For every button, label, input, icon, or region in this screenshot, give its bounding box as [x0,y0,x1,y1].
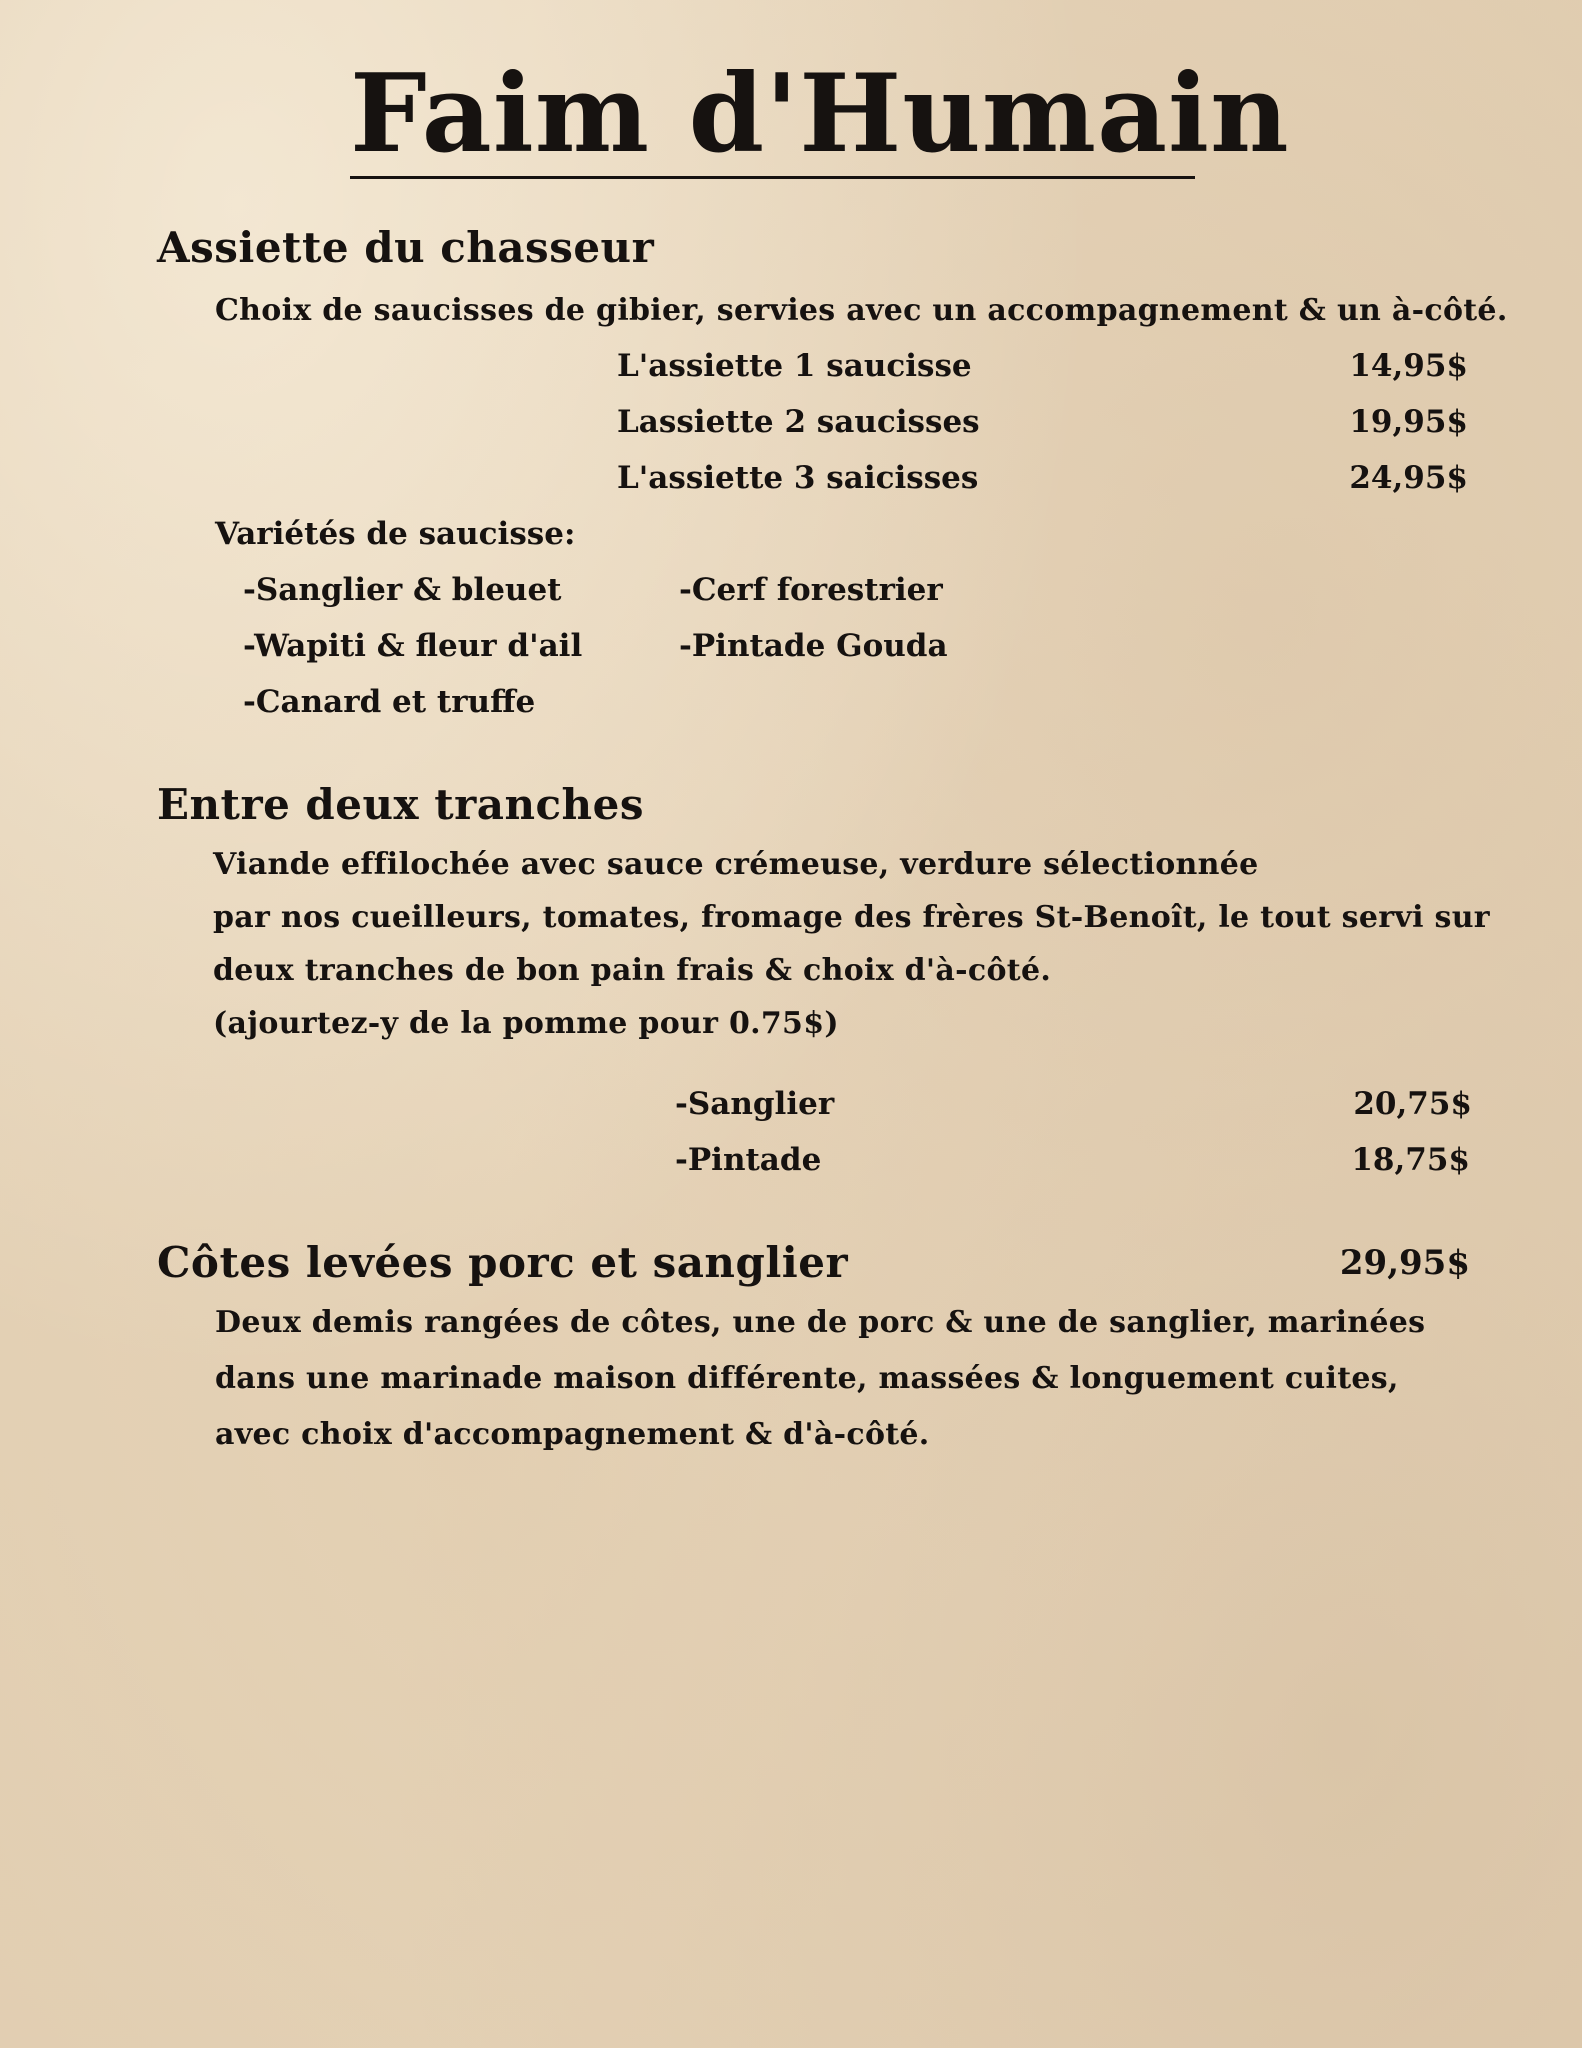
variety-item: -Canard et truffe [243,684,536,720]
menu-item-name: L'assiette 1 saucisse [617,348,972,384]
section-description-assiette: Choix de saucisses de gibier, servies avec un accompagnement & un à-côté. [215,293,1508,328]
section-description-line: Deux demis rangées de côtes, une de porc & une de sanglier, marinées [215,1305,1426,1340]
menu-item-name: -Pintade [675,1142,822,1178]
menu-item-price: 14,95$ [1349,348,1468,384]
menu-item-name: Lassiette 2 saucisses [617,404,980,440]
section-description-line: dans une marinade maison différente, massées & longuement cuites, [215,1361,1399,1396]
menu-title: Faim d'Humain [350,51,1290,177]
section-heading-entre: Entre deux tranches [157,780,644,829]
section-description-line: par nos cueilleurs, tomates, fromage des frères St-Benoît, le tout servi sur [213,900,1490,935]
menu-item-name: L'assiette 3 saicisses [617,460,979,496]
variety-item: -Sanglier & bleuet [243,572,562,608]
section-description-line: deux tranches de bon pain frais & choix d'à-côté. [213,953,1052,988]
section-heading-assiette: Assiette du chasseur [157,223,655,272]
menu-item-price: 20,75$ [1353,1086,1472,1122]
section-heading-cotes: Côtes levées porc et sanglier [157,1238,849,1287]
menu-item-price: 24,95$ [1349,460,1468,496]
menu-item-name: -Sanglier [675,1086,835,1122]
variety-item: -Wapiti & fleur d'ail [243,628,583,664]
section-description-line: (ajourtez-y de la pomme pour 0.75$) [213,1006,839,1041]
menu-item-price: 18,75$ [1351,1142,1470,1178]
section-description-line: avec choix d'accompagnement & d'à-côté. [215,1417,930,1452]
menu-item-price: 19,95$ [1349,404,1468,440]
variety-item: -Cerf forestrier [679,572,943,608]
section-description-line: Viande effilochée avec sauce crémeuse, verdure sélectionnée [213,847,1259,882]
varieties-label: Variétés de saucisse: [215,516,576,552]
variety-item: -Pintade Gouda [679,628,948,664]
section-price-cotes: 29,95$ [1339,1243,1470,1283]
